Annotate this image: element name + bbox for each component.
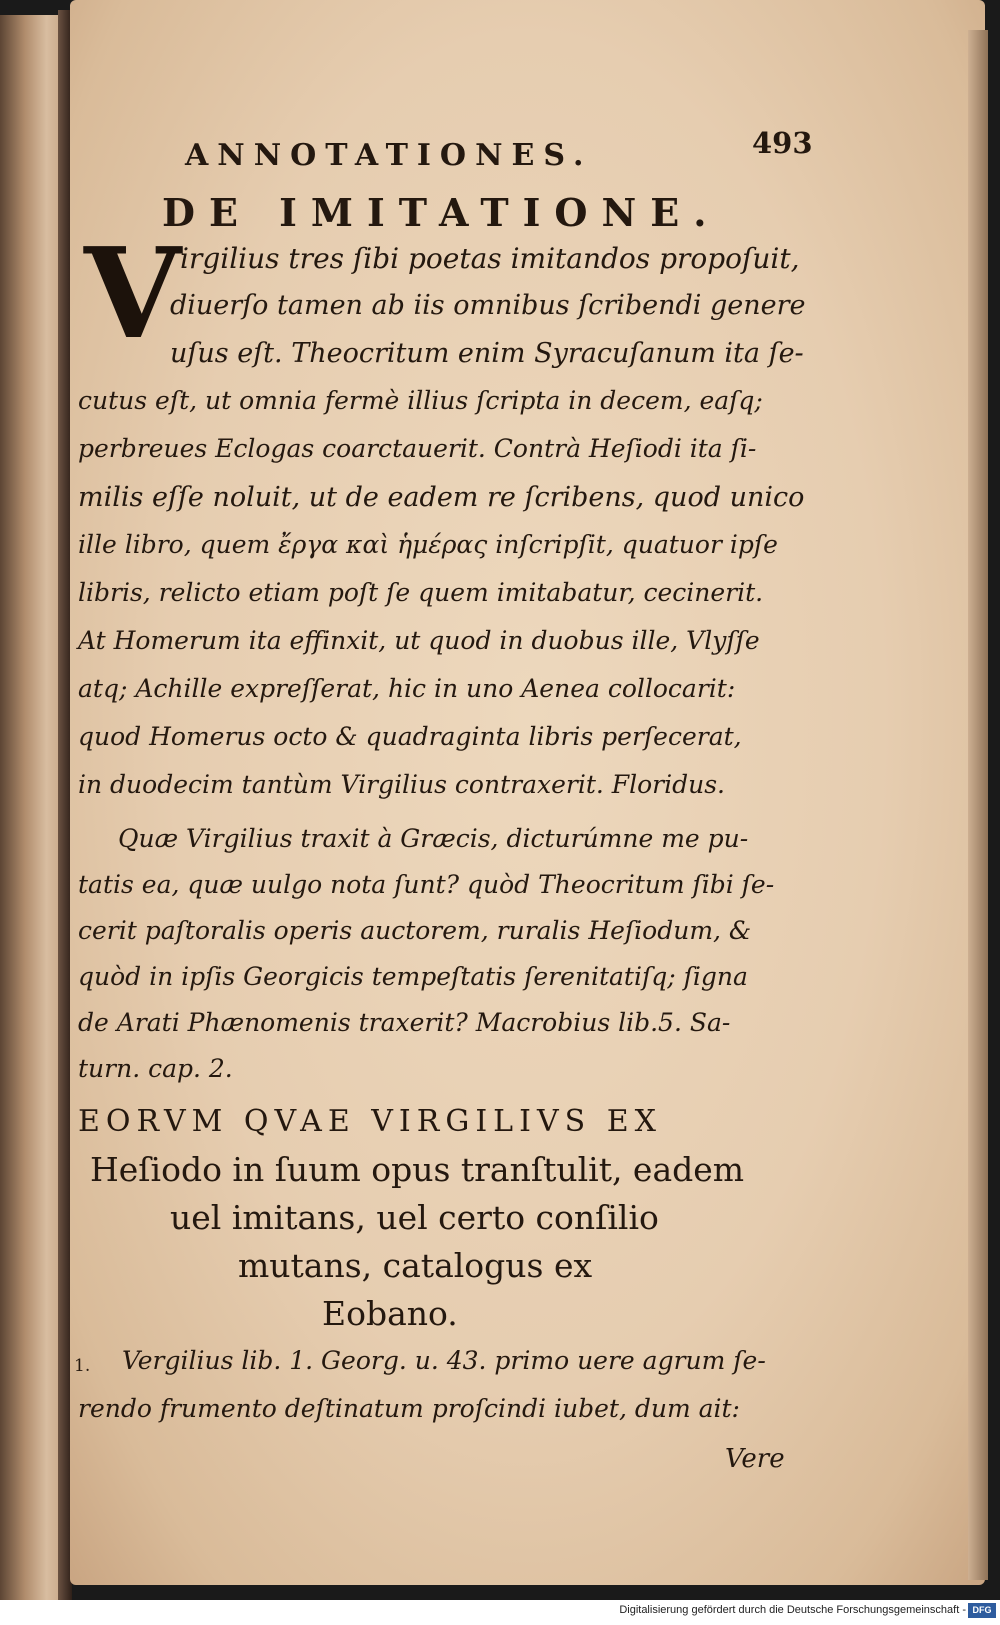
dfg-logo: DFG <box>968 1603 996 1618</box>
text-line: ille libro, quem ἔργα καὶ ἡμέρας inſcripſit, quatuor ipſe <box>78 530 778 559</box>
text-line: cerit paſtoralis operis auctorem, ruralis Heſiodum, & <box>78 916 752 945</box>
catchword: Vere <box>725 1444 785 1474</box>
page-number: 493 <box>752 126 813 160</box>
text-line: Vergilius lib. 1. Georg. u. 43. primo uere agrum ſe- <box>122 1346 766 1375</box>
book-page <box>70 0 985 1585</box>
text-line: At Homerum ita effinxit, ut quod in duobus ille, Vlyſſe <box>78 626 760 655</box>
text-line: quòd in ipſis Georgicis tempeſtatis ſerenitatiſq; ſigna <box>78 962 748 991</box>
text-line: tatis ea, quæ uulgo nota ſunt? quòd Theocritum ſibi ſe- <box>78 870 775 899</box>
running-head: ANNOTATIONES. <box>185 138 593 173</box>
text-line: cutus eſt, ut omnia fermè illius ſcripta in decem, eaſq; <box>78 386 763 415</box>
text-line: rendo frumento deſtinatum proſcindi iubet, dum ait: <box>78 1394 740 1423</box>
text-line: in duodecim tantùm Virgilius contraxerit. Floridus. <box>78 770 725 799</box>
text-line: milis eſſe noluit, ut de eadem re ſcribens, quod unico <box>78 482 805 513</box>
text-line: turn. cap. 2. <box>78 1054 233 1083</box>
text-line: atq; Achille expreſſerat, hic in uno Aenea collocarit: <box>78 674 736 703</box>
previous-page-edge <box>0 15 62 1600</box>
text-line: irgilius tres ſibi poetas imitandos propoſuit, <box>180 242 800 275</box>
text-line: Quæ Virgilius traxit à Græcis, dicturúmne me pu- <box>118 824 749 853</box>
text-line: diuerſo tamen ab iis omnibus ſcribendi genere <box>170 290 806 321</box>
text-line: libris, relicto etiam poſt ſe quem imitabatur, cecinerit. <box>78 578 764 607</box>
page-fore-edge <box>968 30 988 1580</box>
catalogue-heading: EORVM QVAE VIRGILIVS EX <box>78 1104 662 1139</box>
catalogue-heading-line: mutans, catalogus ex <box>238 1246 593 1285</box>
catalogue-heading-line: uel imitans, uel certo conſilio <box>170 1198 659 1237</box>
text-line: de Arati Phænomenis traxerit? Macrobius lib.5. Sa- <box>78 1008 731 1037</box>
drop-cap: V <box>84 221 181 367</box>
footer-credit: Digitalisierung gefördert durch die Deutsche Forschungsgemeinschaft - <box>619 1604 966 1616</box>
text-line: perbreues Eclogas coarctauerit. Contrà Heſiodi ita ſi- <box>78 434 757 463</box>
text-line: quod Homerus octo & quadraginta libris perſecerat, <box>78 722 742 751</box>
catalogue-heading-line: Heſiodo in ſuum opus tranſtulit, eadem <box>90 1150 745 1189</box>
text-line: uſus eſt. Theocritum enim Syracuſanum ita ſe- <box>170 338 804 369</box>
digitization-footer <box>0 1600 1000 1625</box>
entry-marker: 1. <box>74 1356 91 1376</box>
section-title: DE IMITATIONE. <box>162 190 721 235</box>
catalogue-heading-line: Eobano. <box>322 1294 458 1333</box>
